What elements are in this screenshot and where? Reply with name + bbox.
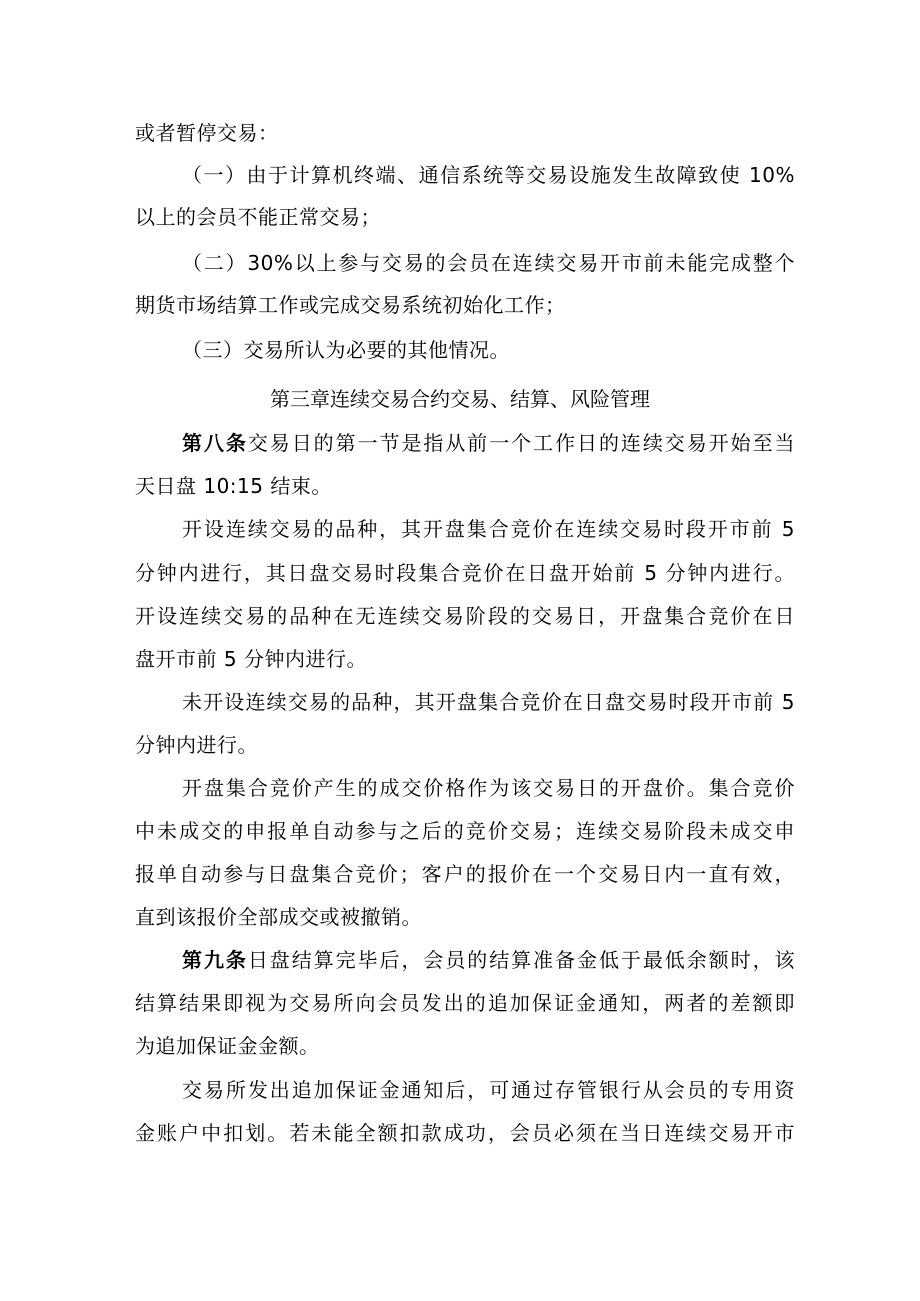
text-line: 或者暂停交易： [135,121,279,145]
text-line: 结算结果即视为交易所向会员发出的追加保证金通知，两者的差额即 [135,991,795,1015]
text-line: 交易所发出追加保证金通知后，可通过存管银行从会员的专用资 [182,1078,795,1102]
text-line: 盘开市前 5 分钟内进行。 [135,647,367,671]
article-9-line [182,948,795,972]
text-line: 分钟内进行。 [135,733,258,757]
text-line: 直到该报价全部成交或被撤销。 [135,905,422,929]
text-line: （一）由于计算机终端、通信系统等交易设施发生故障致使 10% [182,163,795,187]
text-line: 开盘集合竞价产生的成交价格作为该交易日的开盘价。集合竞价 [182,776,795,800]
article-8-text: 交易日的第一节是指从前一个工作日的连续交易开始至当 [247,431,796,455]
article-8-label: 第八条 [182,431,248,455]
text-line: 分钟内进行，其日盘交易时段集合竞价在日盘开始前 5 分钟内进行。 [135,561,795,585]
article-8-line [182,431,795,455]
text-line: 以上的会员不能正常交易； [135,205,381,229]
text-line: 开设连续交易的品种在无连续交易阶段的交易日，开盘集合竞价在日 [135,604,795,628]
article-9-text: 日盘结算完毕后，会员的结算准备金低于最低余额时，该 [247,948,796,972]
text-line: 天日盘 10:15 结束。 [135,474,332,498]
text-line: 期货市场结算工作或完成交易系统初始化工作； [135,293,566,317]
text-line: （三）交易所认为必要的其他情况。 [182,338,510,362]
text-line: 中未成交的申报单自动参与之后的竞价交易；连续交易阶段未成交申 [135,819,795,843]
text-line: 开设连续交易的品种，其开盘集合竞价在连续交易时段开市前 5 [182,517,795,541]
text-line: 为追加保证金金额。 [135,1034,320,1058]
text-line: 报单自动参与日盘集合竞价；客户的报价在一个交易日内一直有效， [135,862,795,886]
chapter-heading: 第三章连续交易合约交易、结算、风险管理 [270,387,650,411]
article-9-label: 第九条 [182,948,248,972]
text-line: 金账户中扣划。若未能全额扣款成功，会员必须在当日连续交易开市 [135,1121,795,1145]
text-line: 未开设连续交易的品种，其开盘集合竞价在日盘交易时段开市前 5 [182,690,795,714]
text-line: （二）30%以上参与交易的会员在连续交易开市前未能完成整个 [182,251,795,275]
